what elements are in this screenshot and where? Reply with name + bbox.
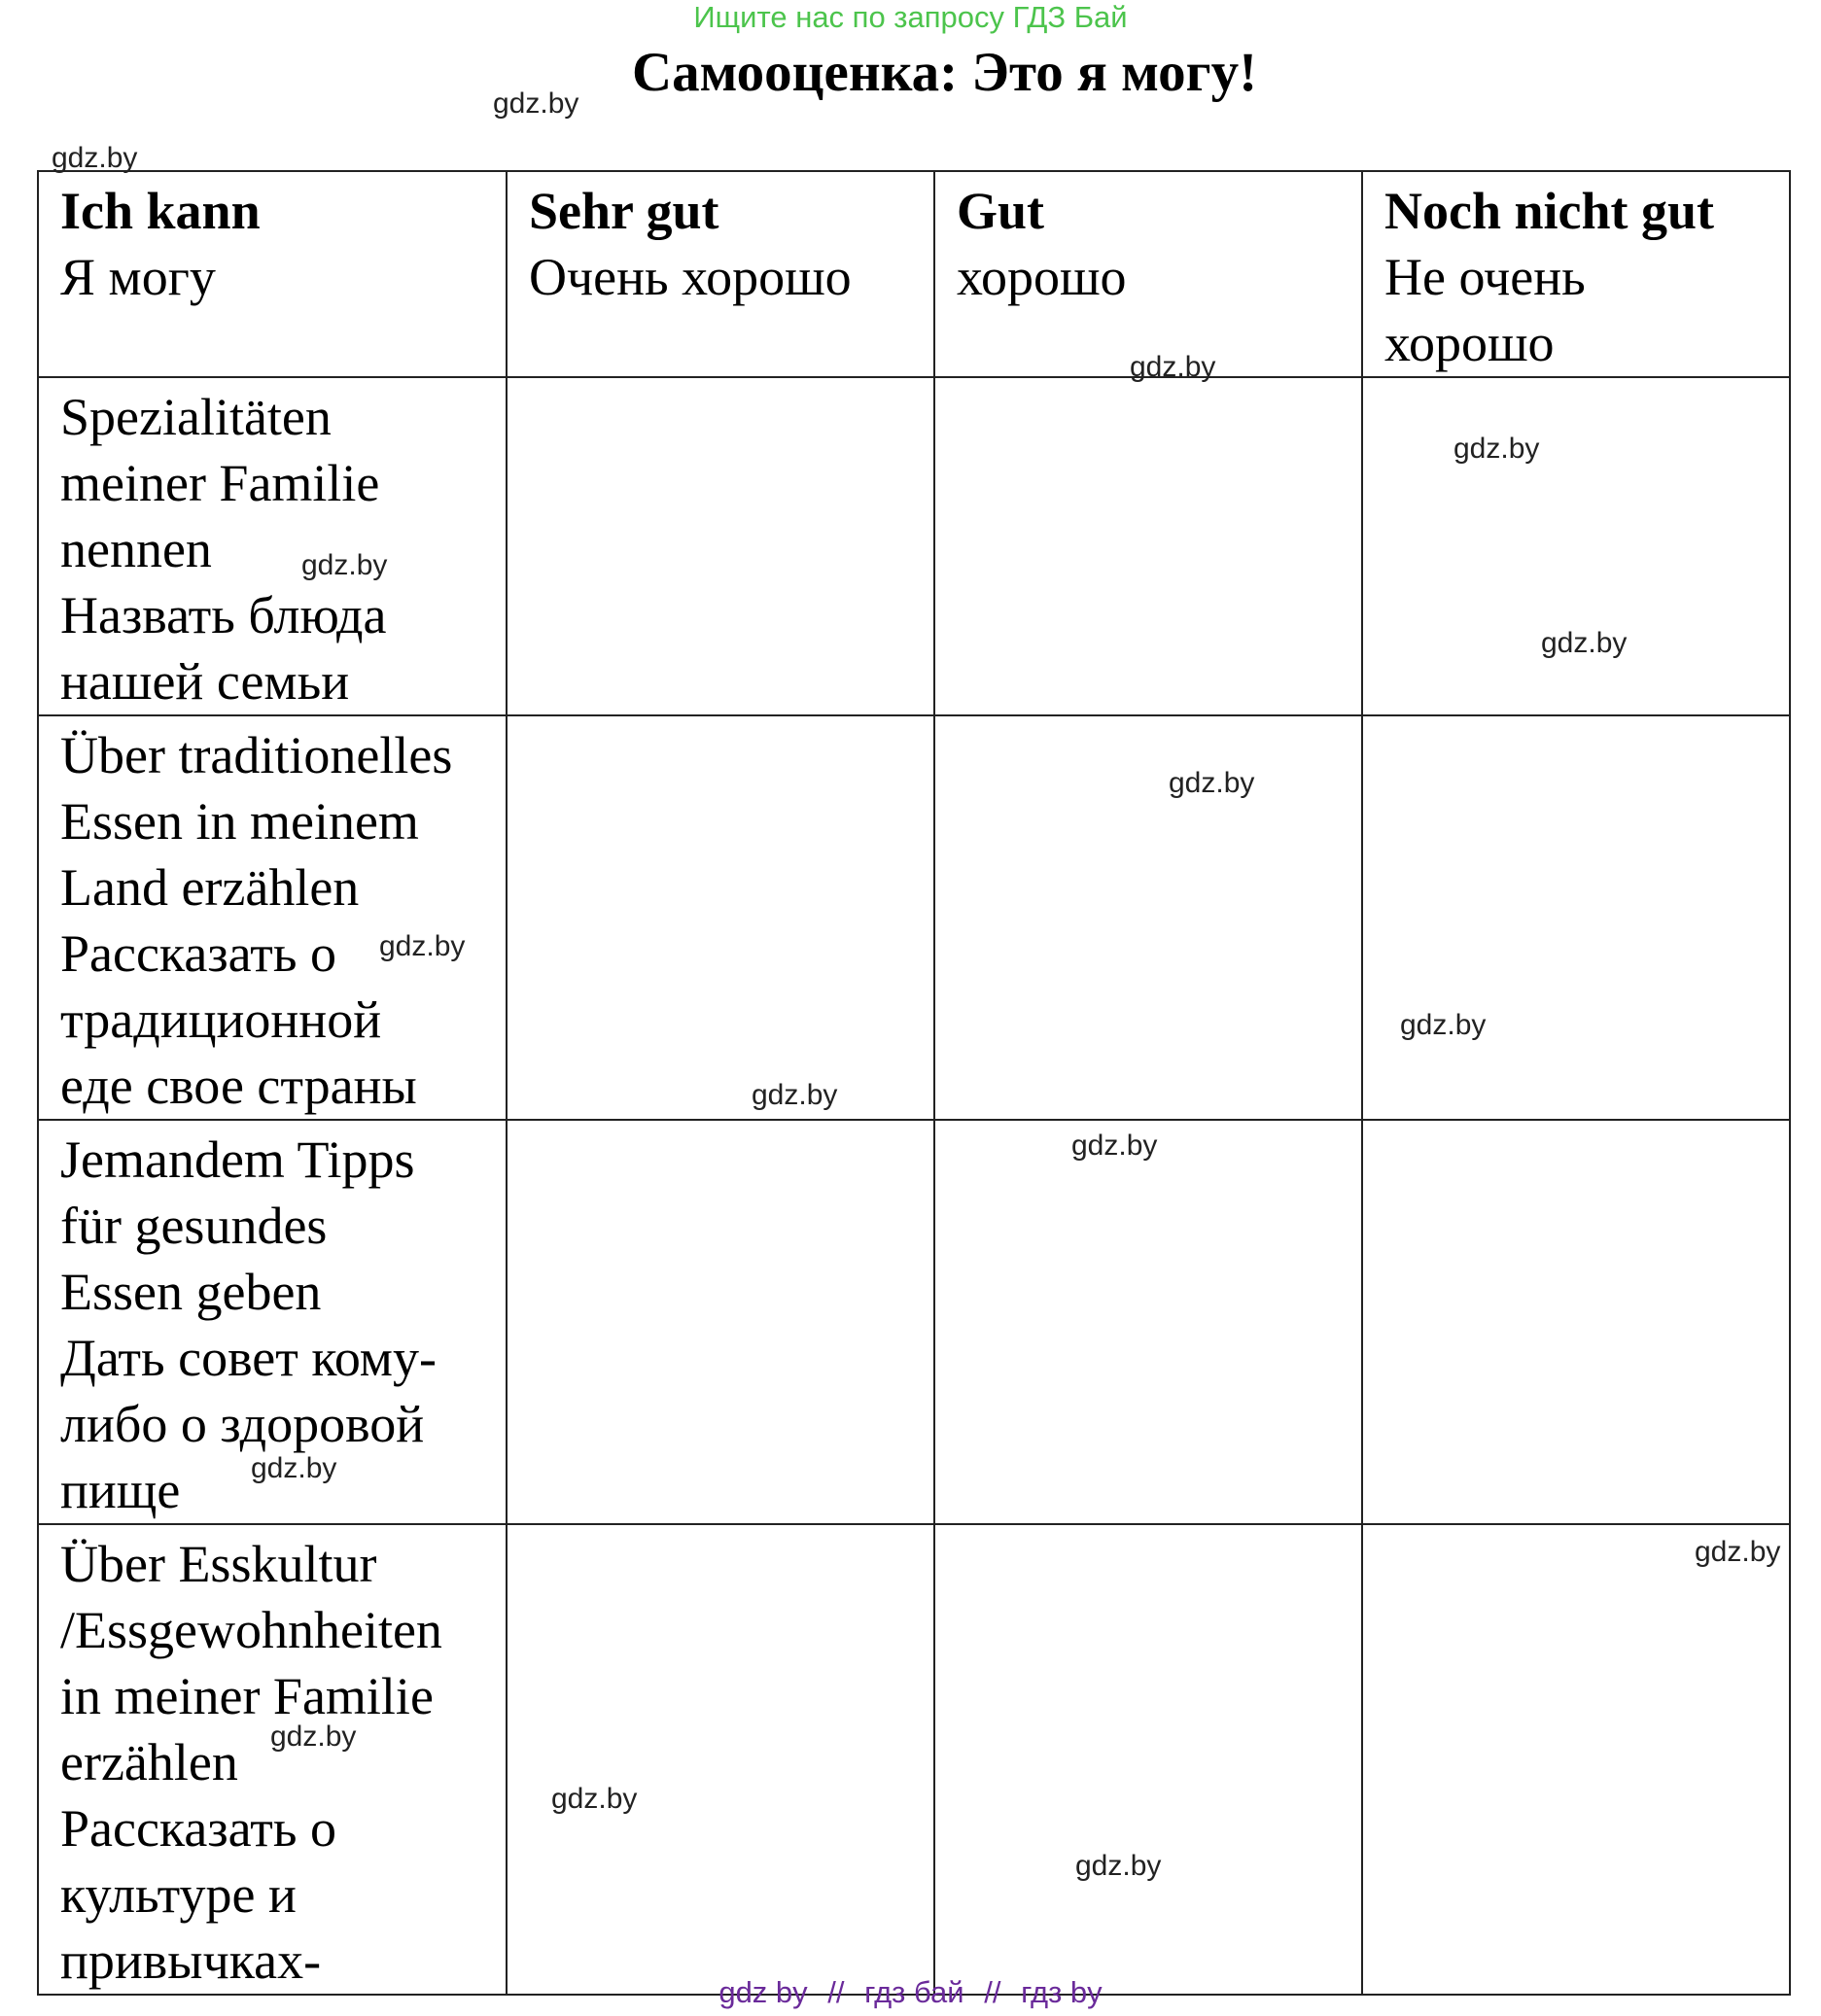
header-cell-noch-nicht-gut — [1362, 171, 1790, 377]
watermark: gdz.by — [1075, 1850, 1162, 1882]
header-ru: Я могу — [60, 248, 216, 306]
skill-line: Essen in meinem — [60, 792, 419, 851]
rating-cell-noch-nicht-gut[interactable] — [1362, 1120, 1790, 1524]
skill-line: Рассказать о — [60, 1799, 336, 1858]
skill-line: пище — [60, 1461, 181, 1519]
skill-line: Land erzählen — [60, 858, 360, 917]
skill-line: Über traditionelles — [60, 726, 453, 784]
watermark: gdz.by — [1130, 351, 1216, 383]
watermark: gdz.by — [301, 549, 388, 581]
header-de: Sehr gut — [529, 182, 719, 240]
watermark: gdz.by — [251, 1452, 337, 1484]
skill-line: in meiner Familie — [60, 1667, 434, 1725]
skill-line: культуре и — [60, 1865, 297, 1924]
top-banner[interactable]: Ищите нас по запросу ГДЗ Бай — [693, 0, 1128, 34]
skill-line: meiner Familie — [60, 454, 380, 512]
rating-cell-gut[interactable] — [934, 1524, 1362, 1995]
watermark: gdz.by — [1453, 433, 1540, 465]
watermark: gdz.by — [379, 930, 466, 962]
skill-line: nennen — [60, 520, 212, 578]
skill-line: Spezialitäten — [60, 388, 332, 446]
header-de: Noch nicht gut — [1384, 182, 1715, 240]
header-de: Ich kann — [60, 182, 261, 240]
rating-cell-sehr-gut[interactable] — [507, 715, 934, 1120]
skill-line: Рассказать о — [60, 924, 336, 983]
watermark: gdz.by — [1541, 627, 1628, 659]
footer-separator: // — [984, 1975, 1001, 2009]
skill-cell — [38, 715, 507, 1120]
rating-cell-gut[interactable] — [934, 1120, 1362, 1524]
rating-cell-sehr-gut[interactable] — [507, 1524, 934, 1995]
skill-line: традиционной — [60, 991, 382, 1049]
skill-line: привычках- — [60, 1931, 322, 1990]
skill-line: erzählen — [60, 1733, 238, 1791]
rating-cell-gut[interactable] — [934, 377, 1362, 715]
rating-cell-noch-nicht-gut[interactable] — [1362, 715, 1790, 1120]
footer-link[interactable]: гдз by — [1021, 1975, 1103, 2009]
header-cell-sehr-gut — [507, 171, 934, 377]
footer-link[interactable]: гдз бай — [864, 1975, 964, 2009]
rating-cell-noch-nicht-gut[interactable] — [1362, 377, 1790, 715]
page-title: Самооценка: Это я могу! — [631, 42, 1258, 103]
skill-line: Über Esskultur — [60, 1535, 377, 1593]
header-ru: Не очень хорошо — [1384, 248, 1586, 372]
skill-line: нашей семьи — [60, 652, 350, 711]
skill-line: Jemandem Tipps — [60, 1130, 415, 1189]
watermark: gdz.by — [752, 1079, 838, 1111]
watermark: gdz.by — [1169, 767, 1255, 799]
rating-cell-gut[interactable] — [934, 715, 1362, 1120]
header-cell-ich-kann — [38, 171, 507, 377]
watermark: gdz.by — [1695, 1536, 1781, 1568]
table-header-row — [38, 171, 1790, 377]
skill-line: еде свое страны — [60, 1057, 417, 1115]
skill-cell — [38, 377, 507, 715]
footer-link[interactable]: gdz by — [718, 1975, 808, 2009]
header-cell-gut — [934, 171, 1362, 377]
table-row — [38, 377, 1790, 715]
watermark: gdz.by — [1400, 1009, 1487, 1041]
skill-line: Essen geben — [60, 1263, 322, 1321]
rating-cell-sehr-gut[interactable] — [507, 377, 934, 715]
watermark: gdz.by — [551, 1783, 638, 1815]
table-row — [38, 1524, 1790, 1995]
footer-links — [0, 1975, 1821, 2010]
table-row — [38, 715, 1790, 1120]
watermark: gdz.by — [493, 87, 579, 120]
watermark: gdz.by — [1071, 1130, 1158, 1162]
skill-line: /Essgewohnheiten — [60, 1601, 442, 1659]
skill-cell — [38, 1524, 507, 1995]
skill-line: Дать совет кому- — [60, 1329, 437, 1387]
header-ru: Очень хорошо — [529, 248, 852, 306]
skill-line: für gesundes — [60, 1197, 328, 1255]
skill-line: либо о здоровой — [60, 1395, 425, 1453]
header-ru: хорошо — [957, 248, 1127, 306]
skill-line: Назвать блюда — [60, 586, 387, 644]
footer-separator: // — [827, 1975, 845, 2009]
rating-cell-noch-nicht-gut[interactable] — [1362, 1524, 1790, 1995]
rating-cell-sehr-gut[interactable] — [507, 1120, 934, 1524]
watermark: gdz.by — [52, 142, 138, 174]
watermark: gdz.by — [270, 1721, 357, 1753]
header-de: Gut — [957, 182, 1045, 240]
